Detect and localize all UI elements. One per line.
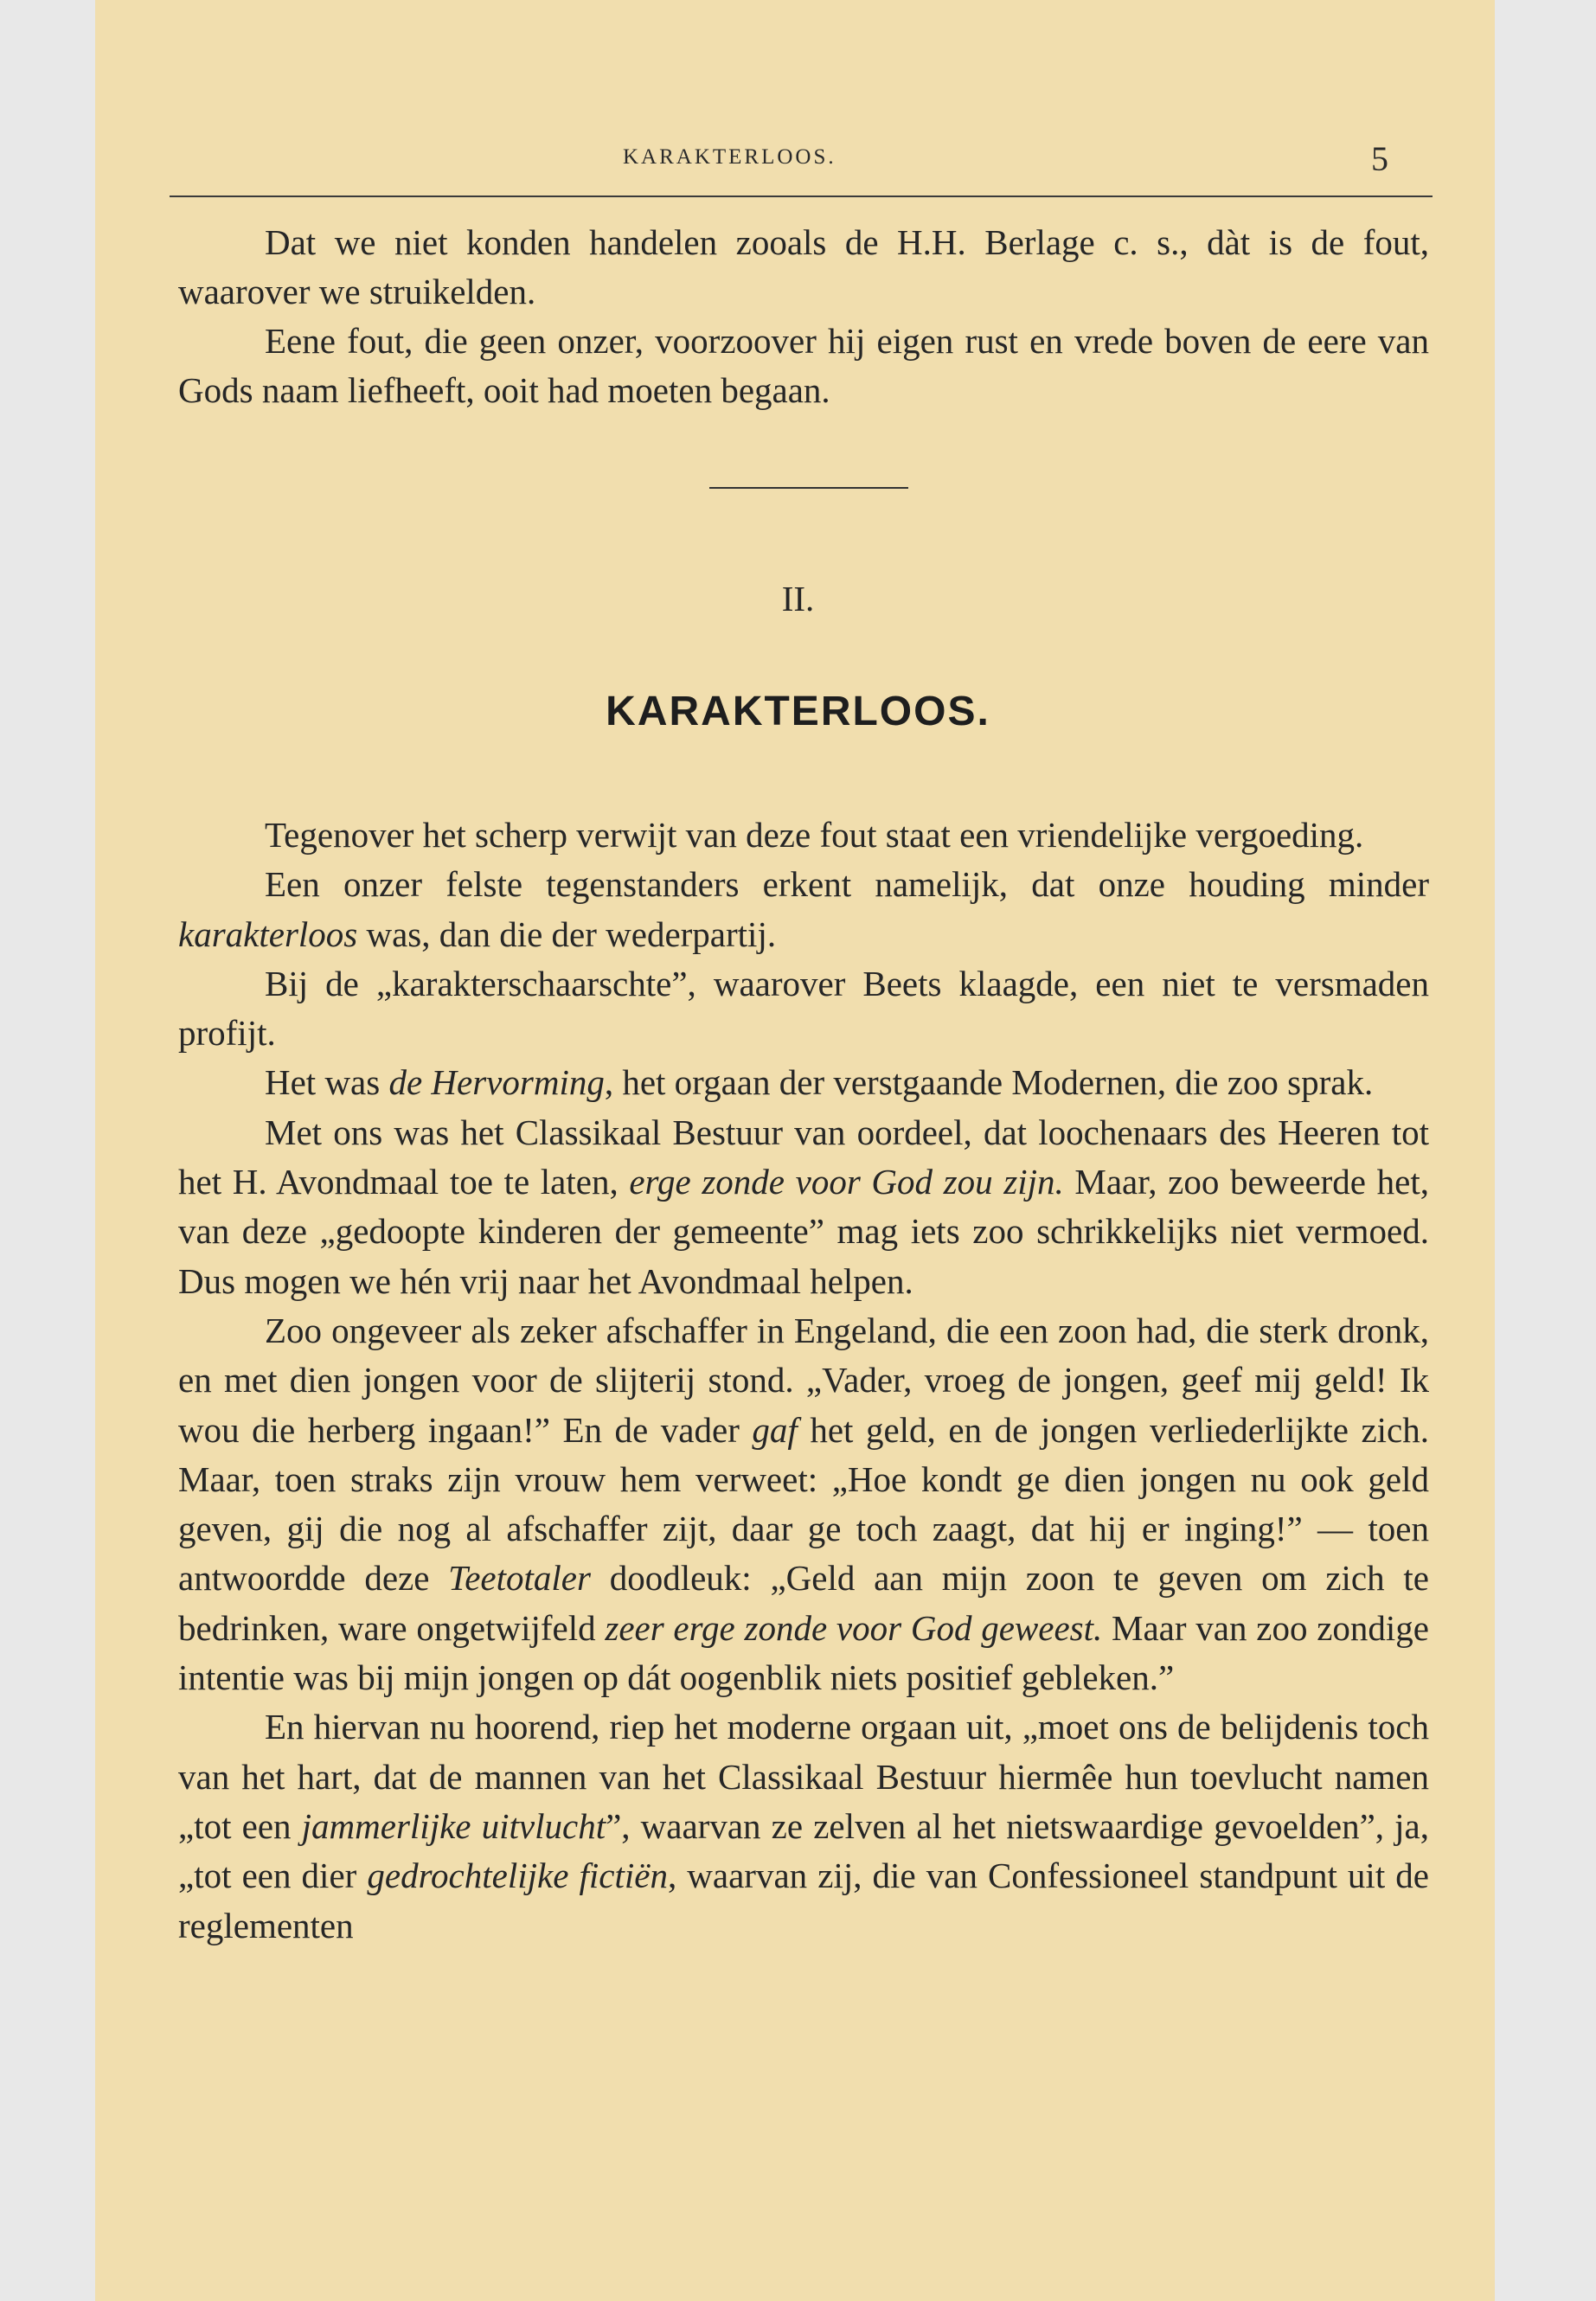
italic-phrase: jammerlijke uitvlucht: [301, 1805, 606, 1846]
header-rule: [170, 195, 1433, 197]
italic-phrase: karakterloos: [178, 913, 358, 954]
body-text: [178, 811, 1429, 1951]
italic-phrase: gaf: [752, 1409, 798, 1450]
paragraph: Het was de Hervorming, het orgaan der verstgaande Modernen, die zoo sprak.: [265, 1062, 1374, 1103]
italic-phrase: de Hervorming: [388, 1062, 605, 1103]
paragraph: Een onzer felste tegenstanders erkent namelijk, dat onze houding minder karakterloos was, dan die der wederpartij.: [178, 864, 1429, 954]
scan-right-margin: [1495, 0, 1596, 2301]
paragraph: Dat we niet konden handelen zooals de H.H. Berlage c. s., dàt is de fout, waarover we struikelden.: [178, 222, 1429, 311]
intro-text: [178, 218, 1429, 415]
italic-phrase: Teetotaler: [448, 1558, 591, 1599]
paragraph: Bij de „karakterschaarschte”, waarover Beets klaagde, een niet te versmaden profijt.: [178, 963, 1429, 1054]
running-head: KARAKTERLOOS.: [623, 145, 836, 169]
scan-left-margin: [0, 0, 95, 2301]
section-divider: [709, 487, 908, 489]
paragraph: En hiervan nu hoorend, riep het moderne orgaan uit, „moet ons de belijdenis toch van het hart, dat de mannen van het Classikaal Bestuur hiermêe hun toevlucht namen „tot een jammerlijke uitvlucht”, waarvan ze zelven al het nietswaardige gevoelden”, ja, „tot een dier gedrochtelijke fictiën, waarvan zij, die van Confessioneel standpunt uit de reglementen: [178, 1707, 1430, 1945]
paragraph: Eene fout, die geen onzer, voorzoover hij eigen rust en vrede boven de eere van Gods naam liefheeft, ooit had moeten begaan.: [178, 321, 1429, 410]
page-number: 5: [1371, 139, 1388, 178]
section-number: II.: [781, 579, 815, 619]
paragraph: Met ons was het Classikaal Bestuur van oordeel, dat loochenaars des Heeren tot het H. Avondmaal toe te laten, erge zonde voor God zou zijn. Maar, zoo beweerde het, van deze „gedoopte kinderen der gemeente” mag iets zoo schrikkelijks niet vermoed. Dus mogen we hén vrij naar het Avondmaal helpen.: [178, 1112, 1429, 1301]
paragraph: Zoo ongeveer als zeker afschaffer in Engeland, die een zoon had, die sterk dronk, en met dien jongen voor de slijterij stond. „Vader, vroeg de jongen, geef mij geld! Ik wou die herberg ingaan!” En de vader gaf het geld, en de jongen verliederlijkte zich. Maar, toen straks zijn vrouw hem verweet: „Hoe kondt ge dien jongen nu ook geld geven, gij die nog al afschaffer zijt, daar ge toch zaagt, dat hij er inging!” — toen antwoordde deze Teetotaler doodleuk: „Geld aan mijn zoon te geven om zich te bedrinken, ware ongetwijfeld zeer erge zonde voor God geweest. Maar van zoo zondige intentie was bij mijn jongen op dát oogenblik niets positief gebleken.”: [178, 1310, 1429, 1698]
italic-phrase: zeer erge zonde voor God geweest.: [605, 1607, 1103, 1648]
italic-phrase: erge zonde voor God zou zijn.: [629, 1162, 1064, 1202]
italic-phrase: gedrochtelijke fictiën: [367, 1856, 668, 1896]
section-title: KARAKTERLOOS.: [606, 689, 990, 734]
paragraph: Tegenover het scherp verwijt van deze fout staat een vriendelijke vergoeding.: [265, 815, 1364, 855]
